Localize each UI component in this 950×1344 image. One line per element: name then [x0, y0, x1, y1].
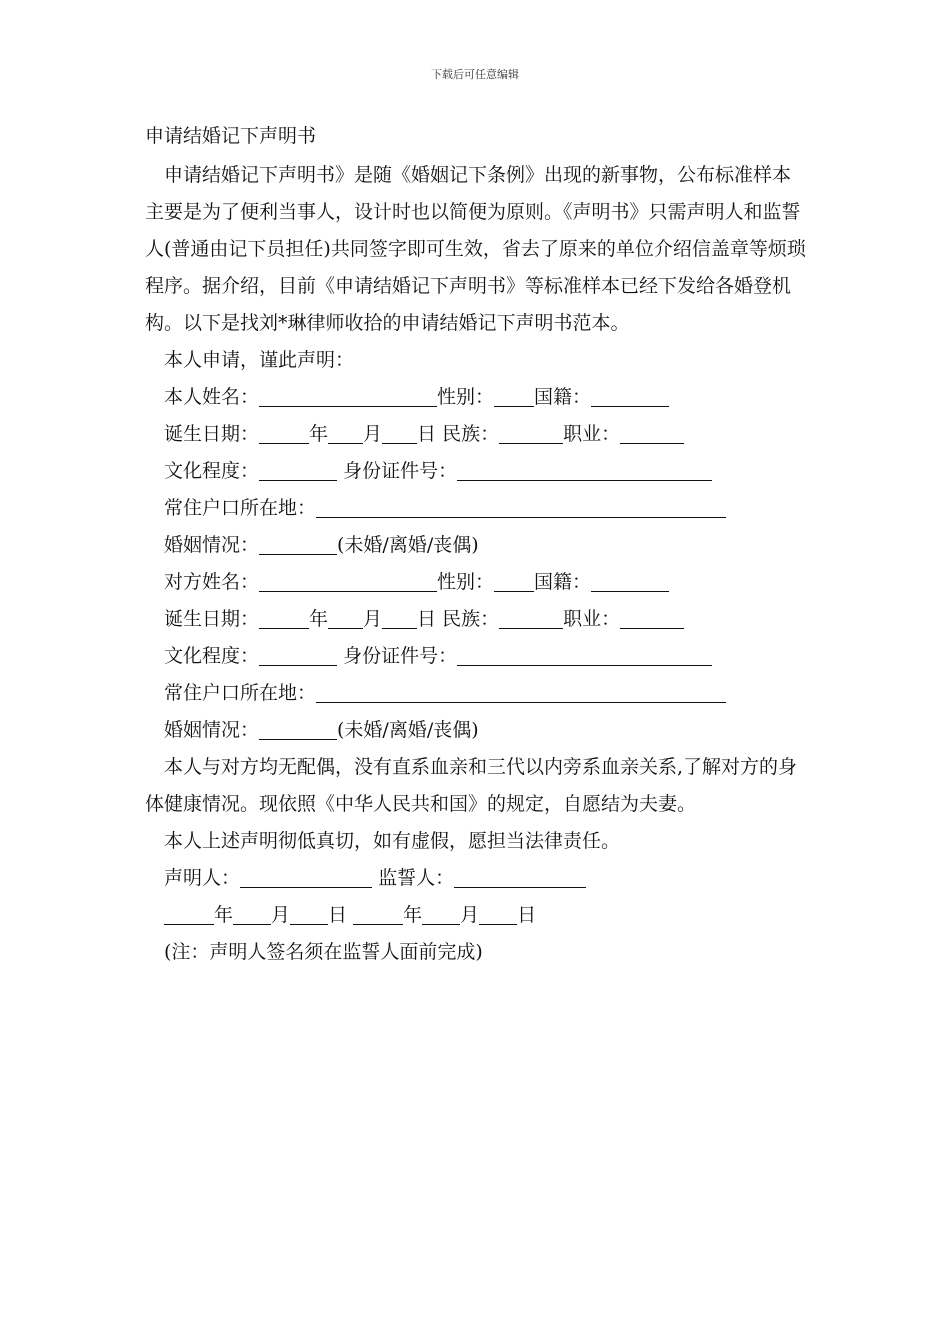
self-marital-row	[164, 527, 807, 564]
intro-paragraph: 申请结婚记下声明书》是随《婚姻记下条例》出现的新事物，公布标准样本主要是为了便利当事人，设计时也以简便为原则。《声明书》只需声明人和监誓人(普通由记下员担任)共同签字即可生效，省去了原来的单位介绍信盖章等烦琐程序。据介绍，目前《申请结婚记下声明书》等标准样本已经下发给各婚登机构。以下是找刘*琳律师收拾的申请结婚记下声明书范本。	[145, 164, 806, 334]
other-gender-field[interactable]	[494, 567, 534, 592]
note-line: (注：声明人签名须在监誓人面前完成)	[164, 941, 483, 963]
year-label: 年	[403, 904, 423, 926]
day-label: 日	[417, 608, 437, 630]
other-id-label: 身份证件号：	[343, 645, 458, 667]
other-ethnic-label: 民族：	[442, 608, 500, 630]
statement-paragraph: 本人与对方均无配偶，没有直系血亲和三代以内旁系血亲关系,了解对方的身体健康情况。现依照《中华人民共和国》的规定，自愿结为夫妻。	[145, 756, 798, 815]
other-name-label: 对方姓名：	[164, 571, 260, 593]
page-header: 下载后可任意编辑	[431, 68, 519, 81]
declarant-day-field[interactable]	[290, 900, 328, 925]
other-name-row	[164, 564, 807, 601]
declarant-month-field[interactable]	[233, 900, 271, 925]
other-residence-field[interactable]	[316, 678, 726, 703]
other-birth-year-field[interactable]	[259, 604, 309, 629]
self-ethnic-field[interactable]	[499, 419, 563, 444]
self-marital-options: (未婚/离婚/丧偶)	[337, 534, 479, 556]
other-residence-row	[164, 675, 807, 712]
self-id-label: 身份证件号：	[343, 460, 458, 482]
other-residence-label: 常住户口所在地：	[164, 682, 317, 704]
self-name-row	[164, 379, 807, 416]
other-birth-month-field[interactable]	[328, 604, 363, 629]
declarant-field[interactable]	[240, 863, 372, 888]
declarant-year-field[interactable]	[164, 900, 214, 925]
other-ethnic-field[interactable]	[499, 604, 563, 629]
signature-row	[164, 860, 807, 897]
other-name-field[interactable]	[259, 567, 437, 592]
self-ethnic-label: 民族：	[442, 423, 500, 445]
self-gender-label: 性别：	[437, 386, 495, 408]
other-nationality-label: 国籍：	[534, 571, 592, 593]
date-row	[145, 897, 807, 934]
document-body	[145, 120, 807, 971]
self-nationality-field[interactable]	[591, 382, 669, 407]
declare-line: 本人申请，谨此声明：	[164, 349, 355, 371]
self-id-field[interactable]	[457, 456, 712, 481]
other-marital-options: (未婚/离婚/丧偶)	[337, 719, 479, 741]
self-residence-row	[164, 490, 807, 527]
self-birth-row	[164, 416, 807, 453]
self-birth-year-field[interactable]	[259, 419, 309, 444]
witness-day-field[interactable]	[479, 900, 517, 925]
year-label: 年	[214, 904, 234, 926]
self-job-field[interactable]	[620, 419, 684, 444]
other-birth-day-field[interactable]	[382, 604, 417, 629]
other-edu-field[interactable]	[259, 641, 337, 666]
self-marital-label: 婚姻情况：	[164, 534, 260, 556]
pledge-line: 本人上述声明彻低真切，如有虚假，愿担当法律责任。	[164, 830, 621, 852]
self-birth-day-field[interactable]	[382, 419, 417, 444]
self-edu-label: 文化程度：	[164, 460, 260, 482]
day-label: 日	[417, 423, 437, 445]
witness-year-field[interactable]	[353, 900, 403, 925]
month-label: 月	[460, 904, 480, 926]
other-id-field[interactable]	[457, 641, 712, 666]
document-title: 申请结婚记下声明书	[145, 125, 317, 147]
self-name-label: 本人姓名：	[164, 386, 260, 408]
year-label: 年	[309, 423, 329, 445]
self-birth-month-field[interactable]	[328, 419, 363, 444]
witness-field[interactable]	[454, 863, 586, 888]
year-label: 年	[309, 608, 329, 630]
other-gender-label: 性别：	[437, 571, 495, 593]
witness-label: 监誓人：	[378, 867, 455, 889]
other-marital-field[interactable]	[259, 715, 337, 740]
self-birth-label: 诞生日期：	[164, 423, 260, 445]
other-job-field[interactable]	[620, 604, 684, 629]
month-label: 月	[363, 608, 383, 630]
other-birth-row	[164, 601, 807, 638]
witness-month-field[interactable]	[422, 900, 460, 925]
month-label: 月	[271, 904, 291, 926]
other-nationality-field[interactable]	[591, 567, 669, 592]
other-marital-row	[164, 712, 807, 749]
other-birth-label: 诞生日期：	[164, 608, 260, 630]
day-label: 日	[517, 904, 537, 926]
self-job-label: 职业：	[563, 423, 621, 445]
self-nationality-label: 国籍：	[534, 386, 592, 408]
self-marital-field[interactable]	[259, 530, 337, 555]
day-label: 日	[328, 904, 348, 926]
other-edu-label: 文化程度：	[164, 645, 260, 667]
declarant-label: 声明人：	[164, 867, 241, 889]
self-edu-row	[164, 453, 807, 490]
month-label: 月	[363, 423, 383, 445]
self-edu-field[interactable]	[259, 456, 337, 481]
other-edu-row	[164, 638, 807, 675]
self-gender-field[interactable]	[494, 382, 534, 407]
other-job-label: 职业：	[563, 608, 621, 630]
self-residence-label: 常住户口所在地：	[164, 497, 317, 519]
self-name-field[interactable]	[259, 382, 437, 407]
other-marital-label: 婚姻情况：	[164, 719, 260, 741]
self-residence-field[interactable]	[316, 493, 726, 518]
